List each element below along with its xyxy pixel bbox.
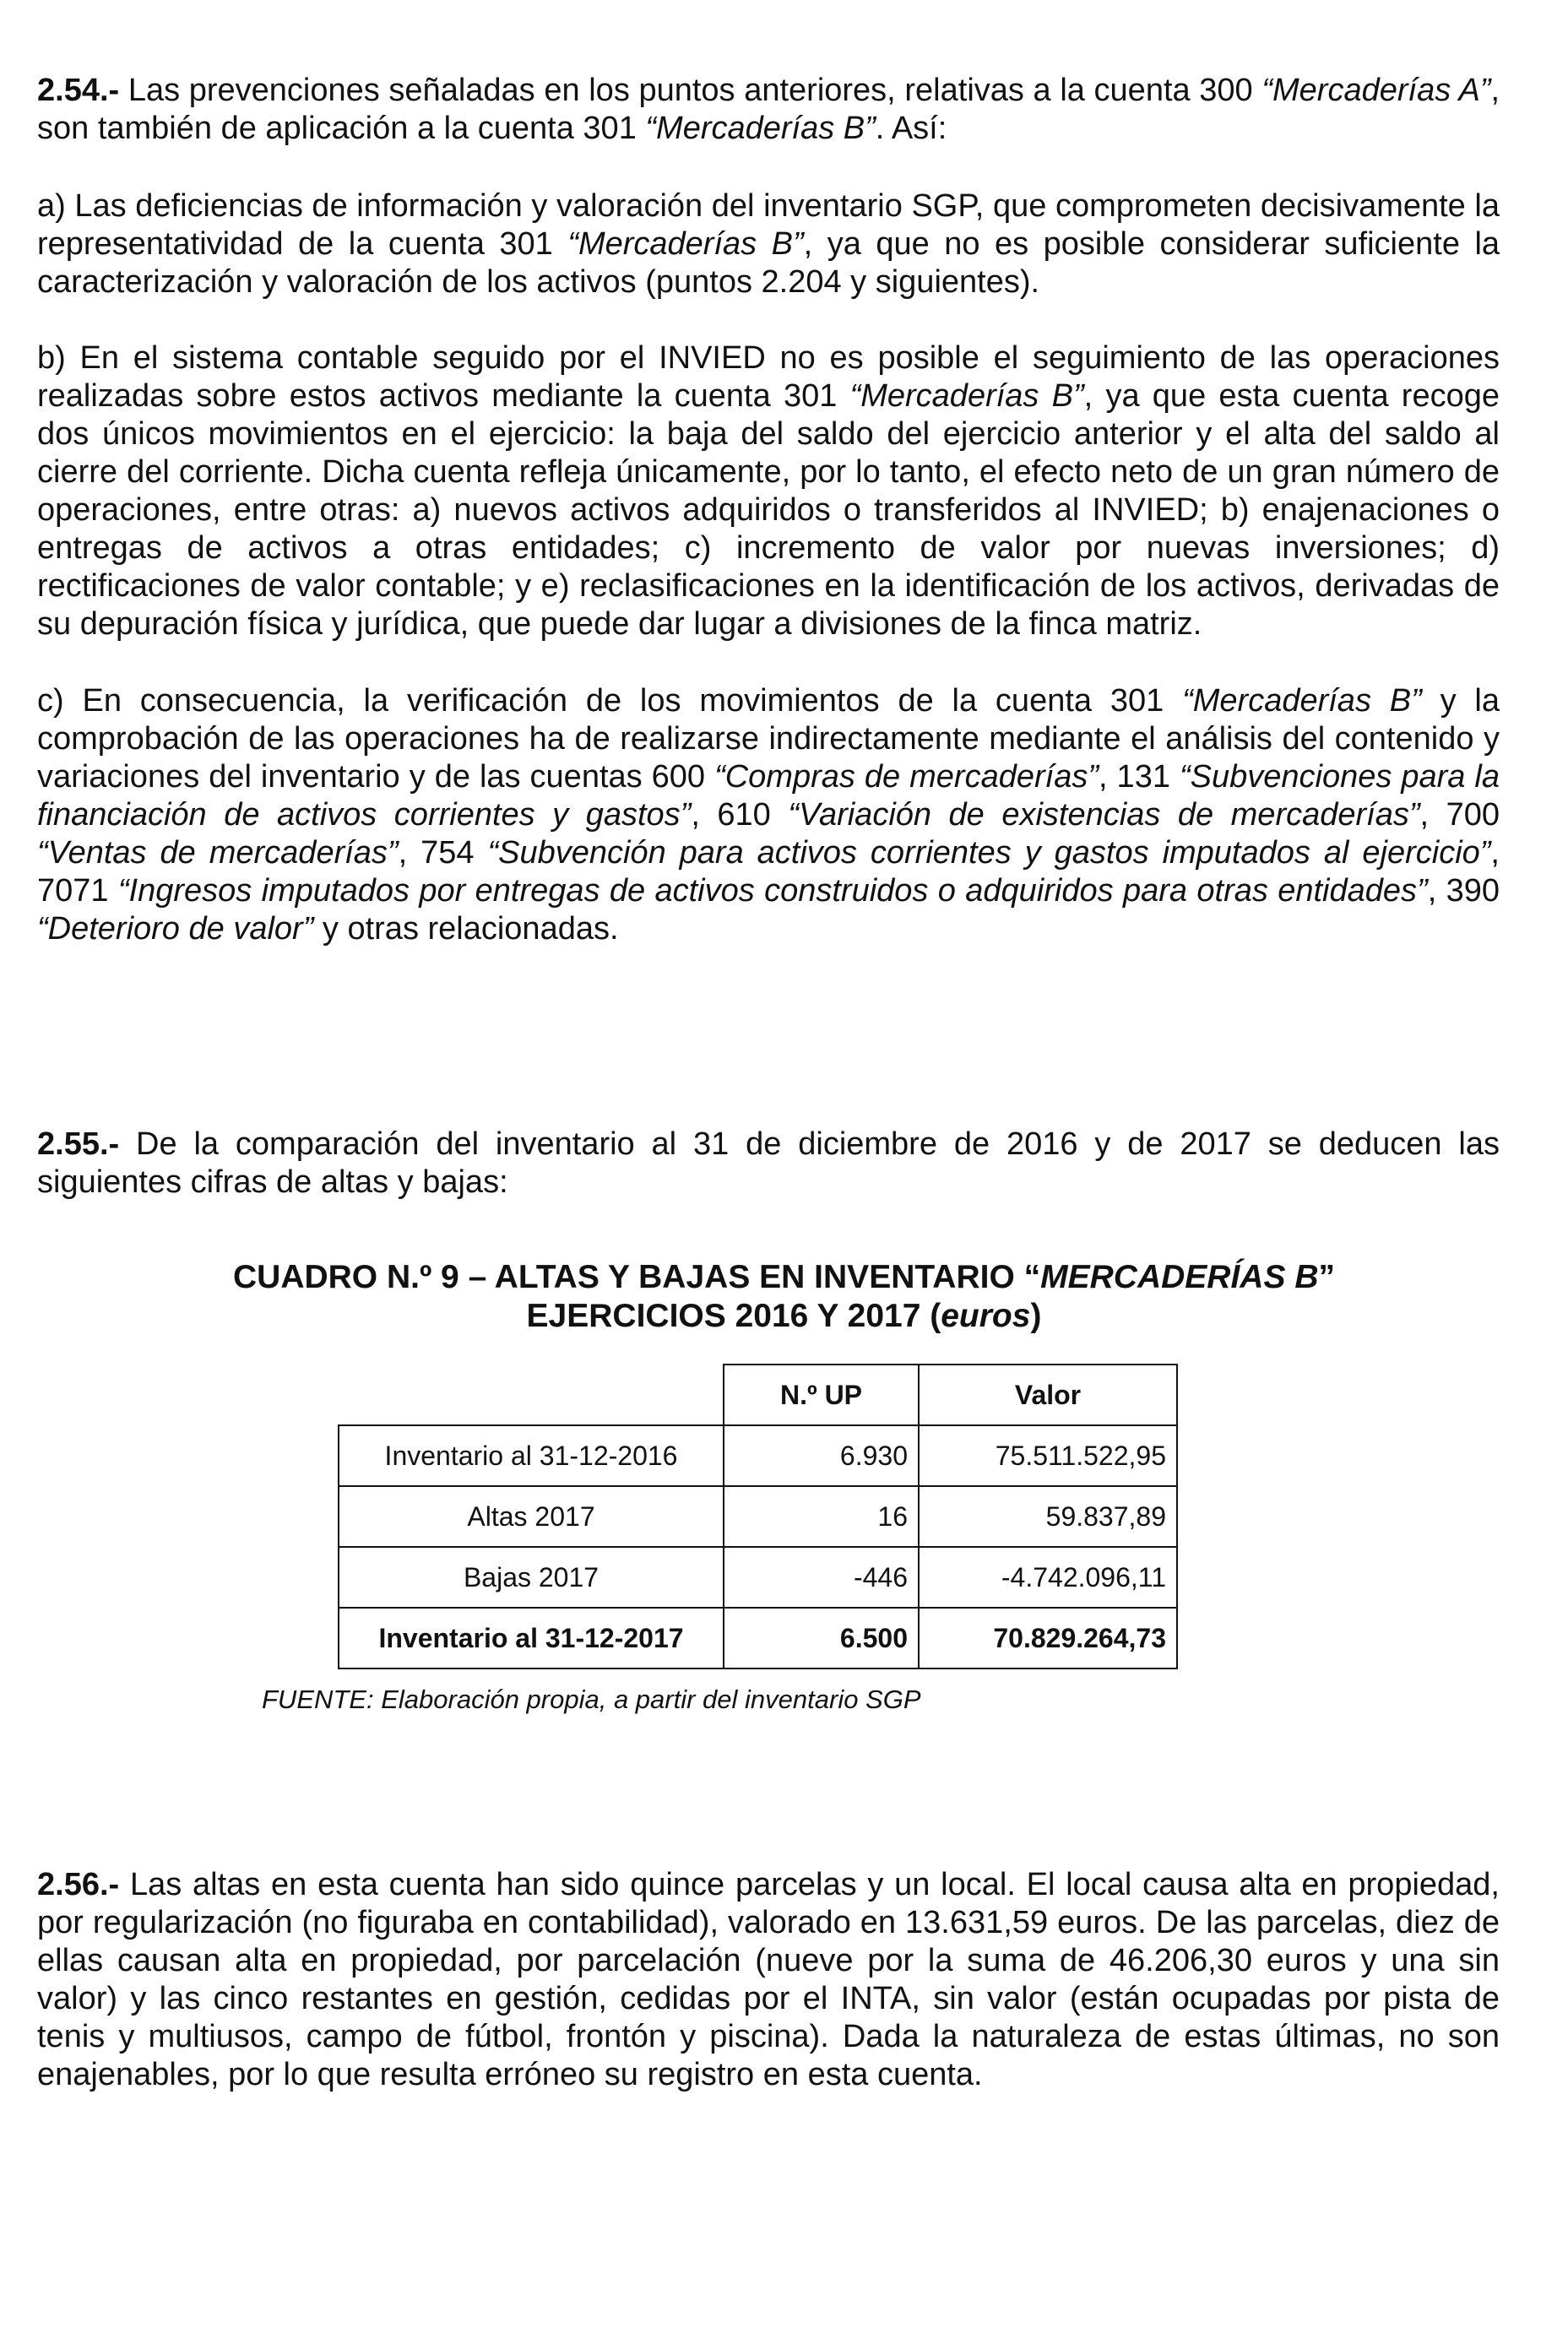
- row-label: Inventario al 31-12-2017: [339, 1608, 724, 1668]
- table-row: [339, 1547, 1177, 1608]
- row-up: 6.930: [724, 1425, 919, 1486]
- row-valor: 70.829.264,73: [919, 1608, 1177, 1668]
- paragraph-2-54: 2.54.- Las prevenciones señaladas en los puntos anteriores, relativas a la cuenta 300 “Mercaderías A”, son también de aplicación a la cuenta 301 “Mercaderías B”. Así:: [37, 73, 1500, 146]
- row-label: Altas 2017: [339, 1486, 724, 1547]
- paragraph-2-54-c: c) En consecuencia, la verificación de los movimientos de la cuenta 301 “Mercaderías B” y la comprobación de las operaciones ha de realizarse indirectamente mediante el análisis del contenido y variaciones del inventario y de las cuentas 600 “Compras de mercaderías”, 131 “Subvenciones para la financiación de activos corrientes y gastos”, 610 “Variación de existencias de mercaderías”, 700 “Ventas de mercaderías”, 754 “Subvención para activos corrientes y gastos imputados al ejercicio”, 7071 “Ingresos imputados por entregas de activos construidos o adquiridos para otras entidades”, 390 “Deterioro de valor” y otras relacionadas.: [37, 683, 1500, 947]
- paragraph-number: 2.54.-: [37, 73, 120, 108]
- row-label: Bajas 2017: [339, 1547, 724, 1608]
- row-valor: -4.742.096,11: [919, 1547, 1177, 1608]
- row-valor: 59.837,89: [919, 1486, 1177, 1547]
- row-up: 6.500: [724, 1608, 919, 1668]
- header-valor: Valor: [919, 1365, 1177, 1425]
- table-row: [339, 1425, 1177, 1486]
- table-row: [339, 1486, 1177, 1547]
- row-up: 16: [724, 1486, 919, 1547]
- row-up: -446: [724, 1547, 919, 1608]
- table-total-row: [339, 1608, 1177, 1668]
- header-empty-cell: [339, 1365, 724, 1425]
- paragraph-number: 2.55.-: [37, 1126, 120, 1162]
- header-up: N.º UP: [724, 1365, 919, 1425]
- table-header-row: [339, 1365, 1177, 1425]
- paragraph-2-54-b: b) En el sistema contable seguido por el INVIED no es posible el seguimiento de las operaciones realizadas sobre estos activos mediante la cuenta 301 “Mercaderías B”, ya que esta cuenta recoge dos únicos movimientos en el ejercicio: la baja del saldo del ejercicio anterior y el alta del saldo al cierre del corriente. Dicha cuenta refleja únicamente, por lo tanto, el efecto neto de un gran número de operaciones, entre otras: a) nuevos activos adquiridos o transferidos al INVIED; b) enajenaciones o entregas de activos a otras entidades; c) incremento de valor por nuevas inversiones; d) rectificaciones de valor contable; y e) reclasificaciones en la identificación de los activos, derivadas de su depuración física y jurídica, que puede dar lugar a divisiones de la finca matriz.: [37, 340, 1500, 642]
- table-source-note: FUENTE: Elaboración propia, a partir del inventario SGP: [262, 1685, 921, 1714]
- row-valor: 75.511.522,95: [919, 1425, 1177, 1486]
- inventory-table: [338, 1364, 1178, 1669]
- paragraph-2-56: 2.56.- Las altas en esta cuenta han sido quince parcelas y un local. El local causa alta en propiedad, por regularización (no figuraba en contabilidad), valorado en 13.631,59 euros. De las parcelas, diez de ellas causan alta en propiedad, por parcelación (nueve por la suma de 46.206,30 euros y una sin valor) y las cinco restantes en gestión, cedidas por el INTA, sin valor (están ocupadas por pista de tenis y multiusos, campo de fútbol, frontón y piscina). Dada la naturaleza de estas últimas, no son enajenables, por lo que resulta erróneo su registro en esta cuenta.: [37, 1867, 1500, 2092]
- row-label: Inventario al 31-12-2016: [339, 1425, 724, 1486]
- table-title-line-2: EJERCICIOS 2016 Y 2017 (euros): [526, 1298, 1042, 1334]
- table-title-line-1: CUADRO N.º 9 – ALTAS Y BAJAS EN INVENTARIO “MERCADERÍAS B”: [232, 1259, 1335, 1295]
- paragraph-2-54-a: a) Las deficiencias de información y valoración del inventario SGP, que comprometen decisivamente la representatividad de la cuenta 301 “Mercaderías B”, ya que no es posible considerar suficiente la caracterización y valoración de los activos (puntos 2.204 y siguientes).: [37, 188, 1500, 300]
- paragraph-number: 2.56.-: [37, 1867, 120, 1902]
- paragraph-2-55: 2.55.- De la comparación del inventario al 31 de diciembre de 2016 y de 2017 se deducen las siguientes cifras de altas y bajas:: [37, 1126, 1500, 1200]
